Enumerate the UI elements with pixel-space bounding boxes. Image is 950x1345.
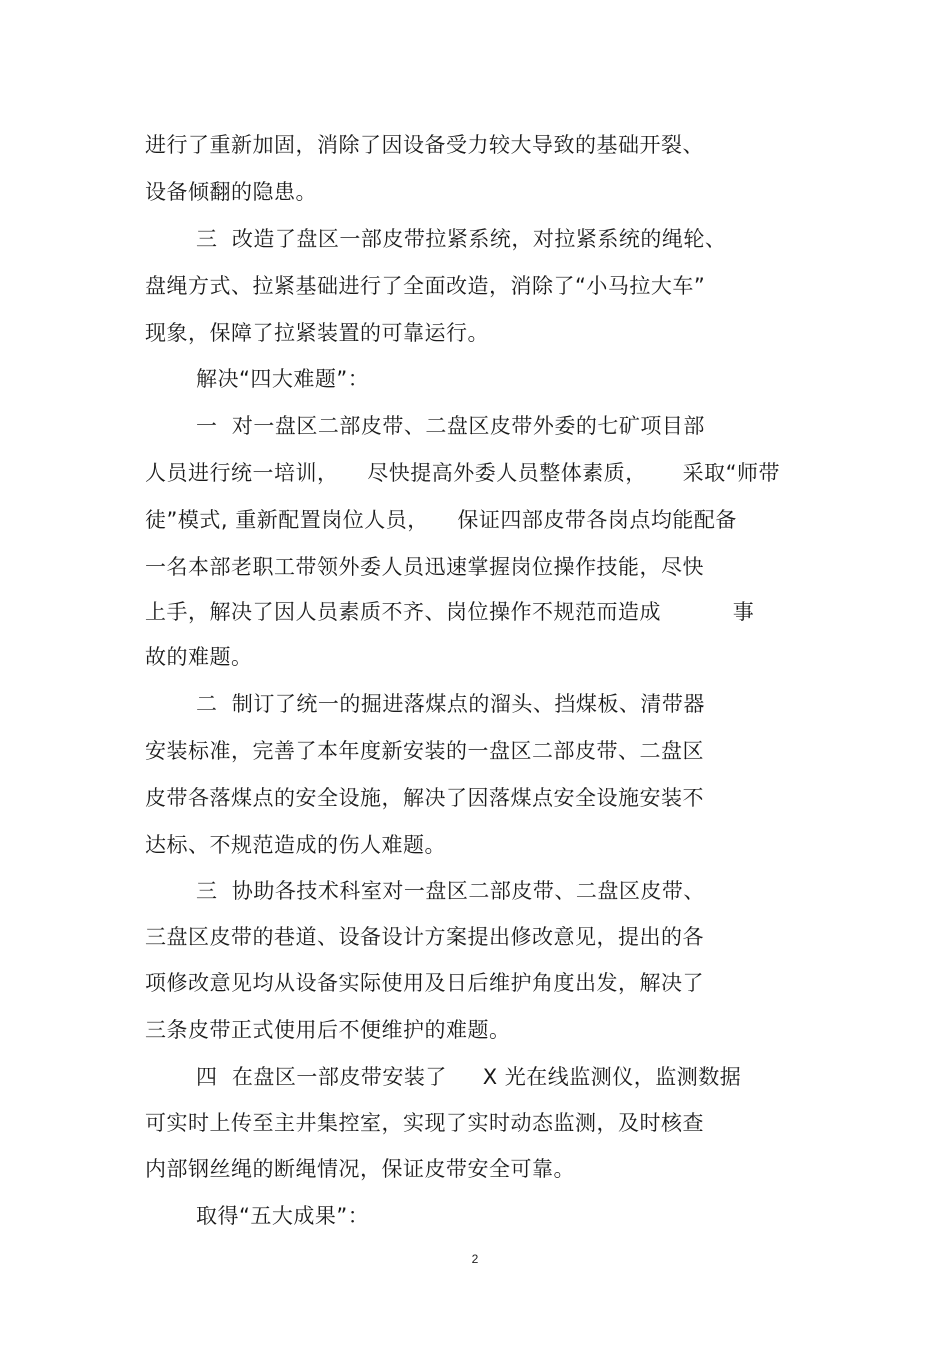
text-line: 一名本部老职工带领外委人员迅速掌握岗位操作技能，尽快 [145,555,704,579]
text-line: 人员进行统一培训， 尽快提高外委人员整体素质， 采取“师带 [145,461,780,485]
text-line: 三条皮带正式使用后不便维护的难题。 [145,1018,511,1042]
text-line: 项修改意见均从设备实际使用及日后维护角度出发，解决了 [145,971,704,995]
text-line: 三 改造了盘区一部皮带拉紧系统，对拉紧系统的绳轮、 [196,227,727,251]
text-line: 徒”模式, 重新配置岗位人员， 保证四部皮带各岗点均能配备 [145,508,737,532]
text-line: 内部钢丝绳的断绳情况，保证皮带安全可靠。 [145,1157,575,1181]
text-line: 一 对一盘区二部皮带、二盘区皮带外委的七矿项目部 [196,414,705,438]
text-line: 盘绳方式、拉紧基础进行了全面改造，消除了“小马拉大车” [145,274,706,298]
text-line: 可实时上传至主井集控室，实现了实时动态监测，及时核查 [145,1111,704,1135]
text-line: 上手，解决了因人员素质不齐、岗位操作不规范而造成 事 [145,600,755,624]
text-line: 故的难题。 [145,645,253,669]
text-line: 安装标准，完善了本年度新安装的一盘区二部皮带、二盘区 [145,739,704,763]
text-line: 二 制订了统一的掘进落煤点的溜头、挡煤板、清带器 [196,692,705,716]
text-line: 三 协助各技术科室对一盘区二部皮带、二盘区皮带、 [196,879,705,903]
text-line: 皮带各落煤点的安全设施，解决了因落煤点安全设施安装不 [145,786,704,810]
text-line: 达标、不规范造成的伤人难题。 [145,833,446,857]
section-heading: 解决“四大难题”： [196,367,370,391]
text-line: 进行了重新加固，消除了因设备受力较大导致的基础开裂、 [145,133,704,157]
section-heading: 取得“五大成果”： [196,1204,370,1228]
text-line: 三盘区皮带的巷道、设备设计方案提出修改意见，提出的各 [145,925,704,949]
text-line: 四 在盘区一部皮带安装了 X 光在线监测仪，监测数据 [196,1065,742,1089]
page-number: 2 [471,1252,479,1266]
text-line: 现象，保障了拉紧装置的可靠运行。 [145,321,489,345]
text-line: 设备倾翻的隐患。 [145,180,317,204]
